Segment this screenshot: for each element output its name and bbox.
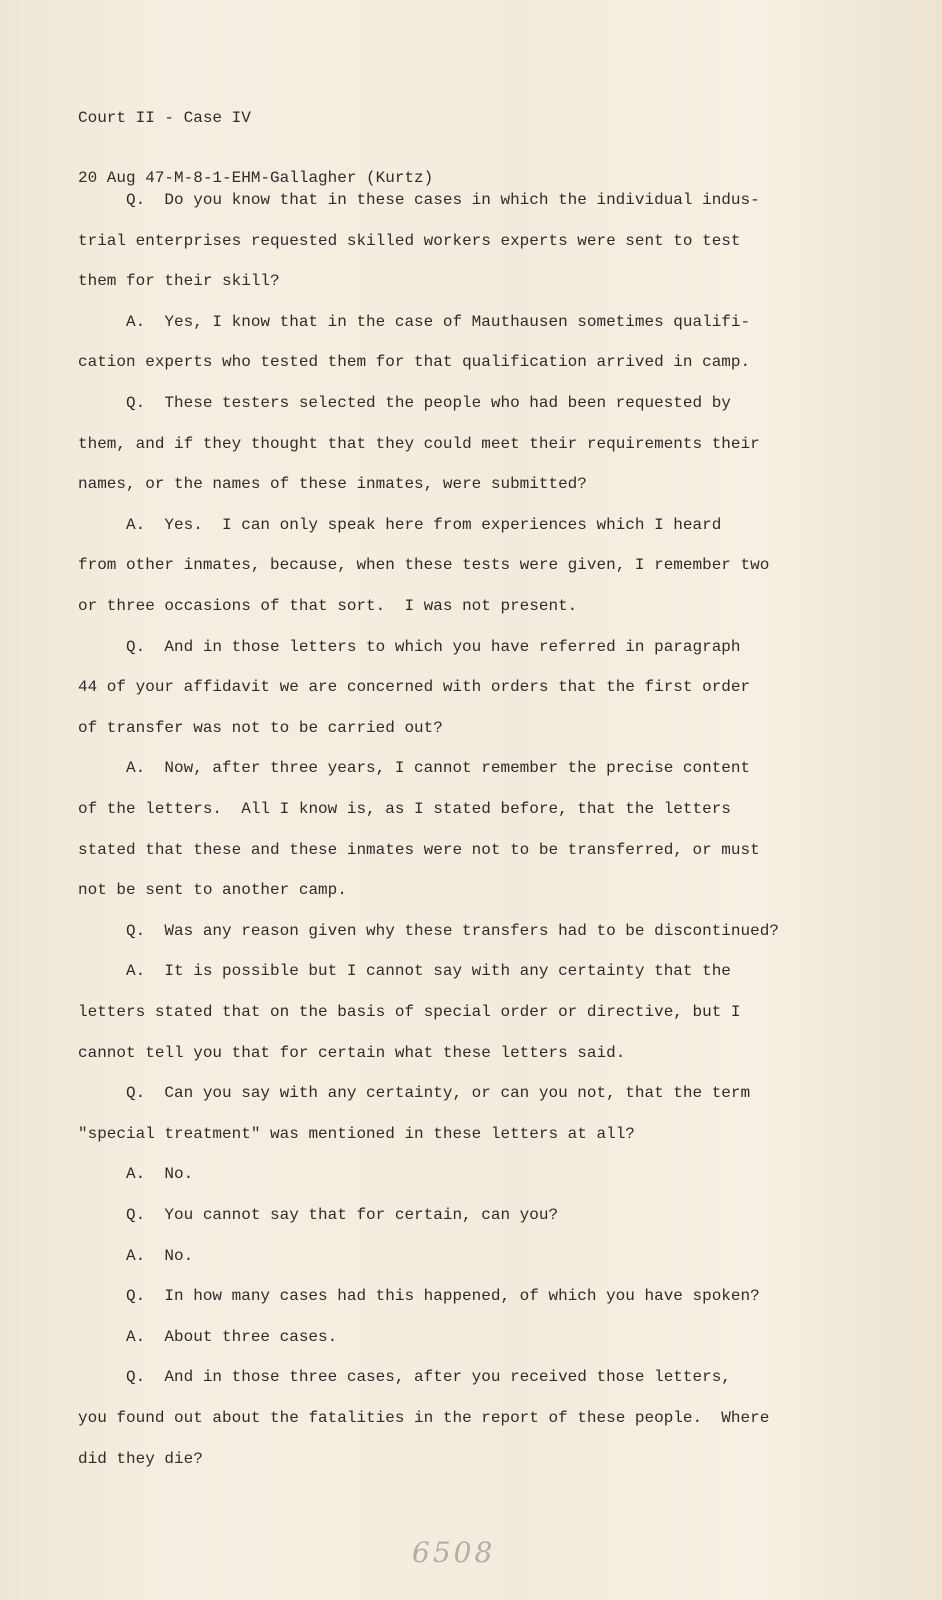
paragraph-line: "special treatment" was mentioned in these letters at all? — [78, 1124, 635, 1143]
paragraph-line: of the letters. All I know is, as I stated before, that the letters — [78, 800, 731, 818]
paragraph-first-line: Q. And in those letters to which you have referred in paragraph — [126, 637, 741, 656]
paragraph-first-line: A. About three cases. — [126, 1327, 338, 1346]
paragraph-line: 44 of your affidavit we are concerned with orders that the first order — [78, 678, 751, 697]
paragraph-line: names, or the names of these inmates, were submitted? — [78, 475, 587, 494]
paragraph-line: you found out about the fatalities in the report of these people. Where — [78, 1409, 770, 1427]
paragraph-line: them for their skill? — [78, 272, 280, 291]
paragraph-first-line: A. It is possible but I cannot say with any certainty that the — [126, 962, 731, 981]
paragraph-first-line: Q. Was any reason given why these transfers had to be discontinued? — [126, 921, 779, 940]
paragraph-line: them, and if they thought that they could meet their requirements their — [78, 434, 760, 453]
paragraph-first-line: Q. Do you know that in these cases in which the individual indus- — [126, 191, 760, 209]
paragraph-line: cannot tell you that for certain what these letters said. — [78, 1043, 626, 1062]
handwritten-page-number: 6508 — [412, 1536, 496, 1569]
paragraph-first-line: Q. In how many cases had this happened, of which you have spoken? — [126, 1287, 760, 1306]
paragraph-first-line: Q. Can you say with any certainty, or can you not, that the term — [126, 1084, 751, 1103]
paragraph-line: stated that these and these inmates were not to be transferred, or must — [78, 840, 760, 859]
paragraph-first-line: Q. And in those three cases, after you received those letters, — [126, 1368, 731, 1387]
paragraph-first-line: A. Now, after three years, I cannot remember the precise content — [126, 759, 751, 778]
paragraph-first-line: A. Yes, I know that in the case of Mauthausen sometimes qualifi- — [126, 312, 751, 331]
paragraph-line: of transfer was not to be carried out? — [78, 718, 443, 737]
paragraph-line: from other inmates, because, when these tests were given, I remember two — [78, 556, 770, 575]
paragraph-line: trial enterprises requested skilled workers experts were sent to test — [78, 231, 741, 250]
paragraph-line: or three occasions of that sort. I was not present. — [78, 597, 578, 615]
paragraph-line: not be sent to another camp. — [78, 881, 347, 900]
header-court-case: Court II - Case IV — [78, 109, 251, 127]
paragraph-line: cation experts who tested them for that qualification arrived in camp. — [78, 353, 751, 372]
paragraph-first-line: Q. These testers selected the people who had been requested by — [126, 394, 731, 412]
paragraph-first-line: Q. You cannot say that for certain, can you? — [126, 1206, 559, 1224]
paragraph-line: letters stated that on the basis of special order or directive, but I — [78, 1003, 741, 1021]
paragraph-first-line: A. No. — [126, 1246, 194, 1265]
header-reference: 20 Aug 47-M-8-1-EHM-Gallagher (Kurtz) — [78, 169, 434, 187]
paragraph-line: did they die? — [78, 1449, 203, 1468]
paragraph-first-line: A. No. — [126, 1165, 194, 1184]
transcript-body — [78, 180, 918, 1500]
paragraph-first-line: A. Yes. I can only speak here from experiences which I heard — [126, 515, 722, 534]
